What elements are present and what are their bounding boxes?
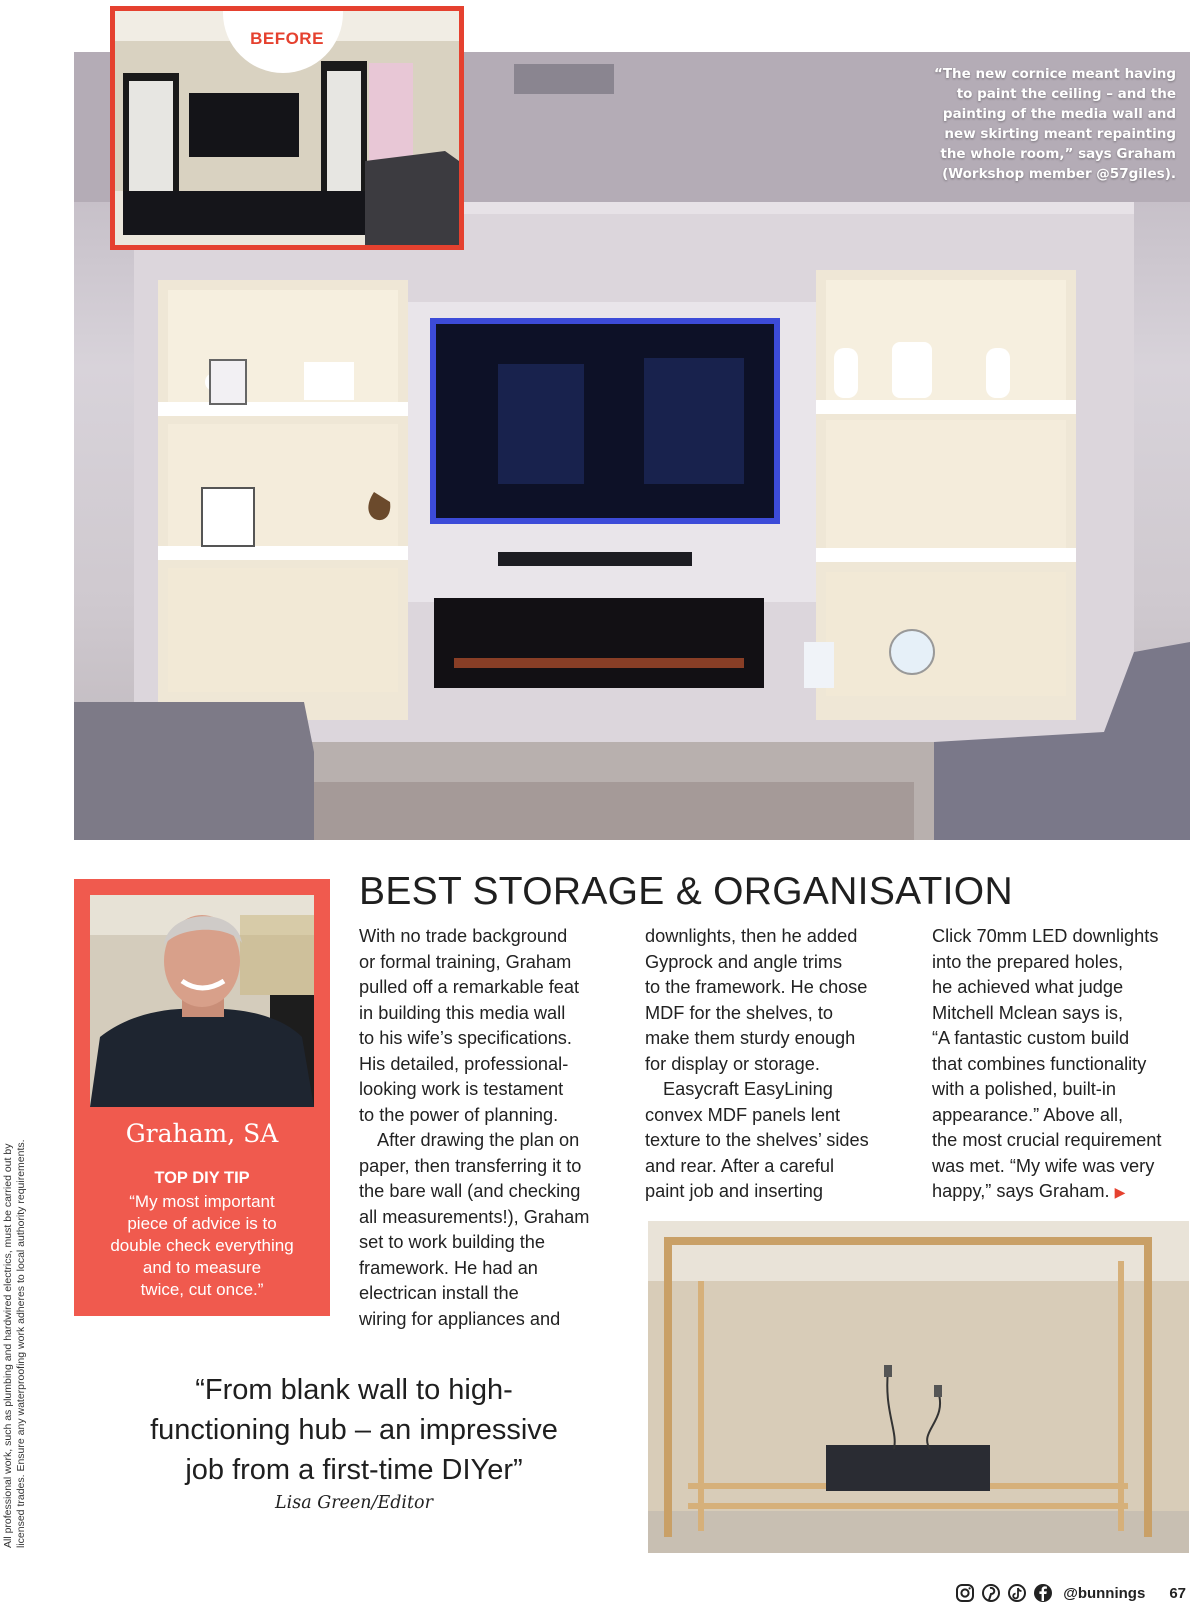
text-line: to the power of planning.	[359, 1104, 559, 1125]
text-line: Easycraft EasyLining	[663, 1079, 833, 1099]
tiktok-icon[interactable]	[1007, 1583, 1027, 1603]
disclaimer-line: All professional work, such as plumbing and hardwired electrics, must be carried out by	[2, 1143, 14, 1548]
quote-line: functioning hub – an impressive	[150, 1414, 558, 1446]
text-line: Mitchell Mclean says is,	[932, 1002, 1124, 1023]
text-line: in building this media wall	[359, 1002, 566, 1023]
text-line: pulled off a remarkable feat	[359, 977, 580, 997]
text-line-end: happy,” says Graham.	[932, 1181, 1110, 1201]
quote-line: “From blank wall to high-	[195, 1374, 513, 1406]
pull-quote	[94, 1370, 614, 1490]
text-line: make them sturdy enough	[645, 1028, 856, 1048]
text-line: he achieved what judge	[932, 977, 1124, 997]
profile-panel	[74, 879, 330, 1316]
text-line: was met. “My wife was very	[932, 1155, 1155, 1176]
text-line: the bare wall (and checking	[359, 1181, 581, 1201]
text-line: paint job and inserting	[645, 1181, 823, 1201]
text-line: framework. He had an	[359, 1257, 538, 1278]
caption-line: “The new cornice meant having	[933, 66, 1176, 82]
quote-line: job from a first-time DIYer”	[185, 1454, 523, 1486]
article-column-3	[932, 924, 1194, 1206]
text-line: “A fantastic custom build	[932, 1028, 1130, 1048]
text-line: looking work is testament	[359, 1079, 564, 1099]
caption-line: painting of the media wall and	[942, 106, 1176, 122]
before-photo	[110, 6, 464, 250]
text-line: that combines functionality	[932, 1053, 1147, 1074]
tip-line: double check everything	[110, 1236, 294, 1255]
text-line: to the framework. He chose	[645, 977, 868, 997]
text-line: His detailed, professional-	[359, 1053, 569, 1074]
text-line: electrican install the	[359, 1283, 519, 1303]
tip-line: twice, cut once.”	[140, 1280, 264, 1299]
text-line: paper, then transferring it to	[359, 1155, 582, 1176]
text-line: convex MDF panels lent	[645, 1104, 841, 1125]
text-line: MDF for the shelves, to	[645, 1002, 834, 1023]
quote-author: Lisa Green/Editor	[275, 1493, 433, 1513]
end-mark-icon: ▶	[1114, 1184, 1126, 1200]
tip-line: and to measure	[142, 1258, 262, 1277]
text-line: Gyprock and angle trims	[645, 951, 843, 972]
text-line: to his wife’s specifications.	[359, 1028, 572, 1048]
article-headline: BEST STORAGE & ORGANISATION	[359, 870, 1013, 913]
text-line: With no trade background	[359, 926, 568, 946]
text-line: texture to the shelves’ sides	[645, 1130, 869, 1150]
construction-photo	[648, 1221, 1189, 1553]
text-line: the most crucial requirement	[932, 1130, 1162, 1150]
caption-line: the whole room,” says Graham	[940, 146, 1176, 162]
caption-line: (Workshop member @57giles).	[942, 166, 1176, 182]
text-line: appearance.” Above all,	[932, 1104, 1124, 1125]
text-line: for display or storage.	[645, 1053, 820, 1074]
article-column-2	[645, 924, 907, 1205]
disclaimer	[2, 1108, 28, 1548]
text-line: and rear. After a careful	[645, 1155, 835, 1176]
text-line: downlights, then he added	[645, 926, 858, 946]
text-line: set to work building the	[359, 1232, 546, 1252]
before-label: BEFORE	[250, 29, 324, 48]
instagram-icon[interactable]	[955, 1583, 975, 1603]
caption-line: to paint the ceiling – and the	[956, 86, 1176, 102]
text-line	[932, 1179, 1194, 1206]
footer	[955, 1580, 1186, 1606]
hero-caption	[926, 64, 1176, 184]
caption-line: new skirting meant repainting	[944, 126, 1176, 142]
text-line: or formal training, Graham	[359, 951, 572, 972]
tip-line: piece of advice is to	[127, 1214, 277, 1233]
page-number: 67	[1169, 1584, 1186, 1602]
facebook-icon[interactable]	[1033, 1583, 1053, 1603]
text-line: Click 70mm LED downlights	[932, 926, 1159, 946]
social-handle[interactable]: @bunnings	[1063, 1584, 1146, 1602]
profile-name: Graham, SA	[125, 1119, 279, 1148]
text-line: into the prepared holes,	[932, 951, 1124, 972]
text-line: After drawing the plan on	[377, 1130, 580, 1150]
article-column-1	[359, 924, 621, 1332]
tip-body	[88, 1191, 316, 1301]
portrait-photo	[90, 895, 314, 1107]
disclaimer-line: licensed trades. Ensure any waterproofing work adheres to local authority requirements.	[15, 1139, 27, 1548]
tip-heading: TOP DIY TIP	[154, 1169, 250, 1187]
text-line: all measurements!), Graham	[359, 1206, 590, 1227]
pinterest-icon[interactable]	[981, 1583, 1001, 1603]
text-line: wiring for appliances and	[359, 1308, 561, 1329]
tip-line: “My most important	[129, 1192, 275, 1211]
text-line: with a polished, built-in	[932, 1079, 1116, 1099]
